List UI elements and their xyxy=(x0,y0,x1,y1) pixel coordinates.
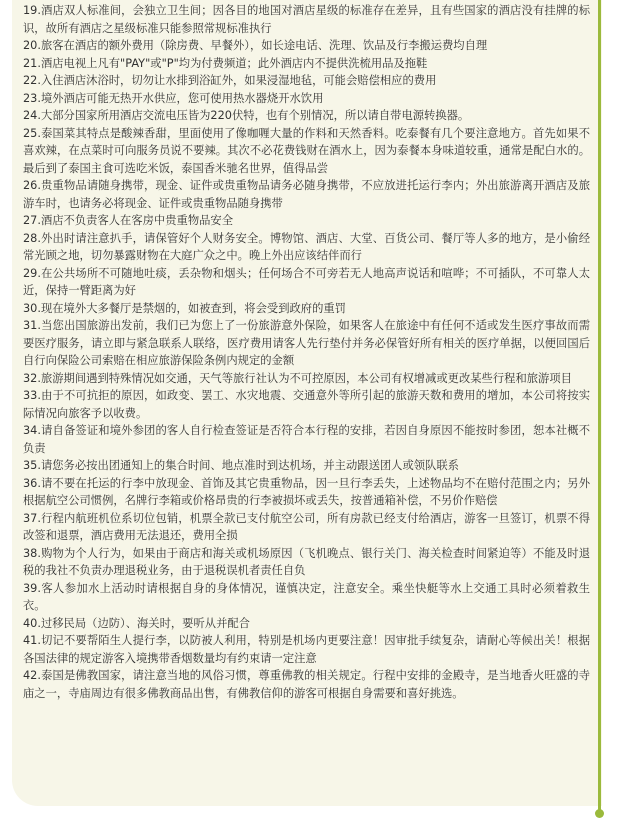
timeline-end-dot xyxy=(595,809,604,818)
notice-item-23: 23.境外酒店可能无热开水供应，您可使用热水器烧开水饮用 xyxy=(23,91,324,105)
notice-item-34: 34.请自备签证和境外参团的客人自行检查签证是否符合本行程的安排，若因自身原因不能按时参团，恕本社概不负责 xyxy=(23,424,590,455)
notice-item-41: 41.切记不要帮陌生人提行李，以防被人利用，特别是机场内更要注意！因审批手续复杂，请耐心等候出关！根据各国法律的规定游客入境携带香烟数量均有约束请一定注意 xyxy=(23,634,590,665)
notice-item-20: 20.旅客在酒店的额外费用（除房费、早餐外），如长途电话、洗理、饮品及行李搬运费均自理 xyxy=(23,39,488,52)
notice-item-22: 22.入住酒店沐浴时，切勿让水排到浴缸外，如果浸湿地毡，可能会赔偿相应的费用 xyxy=(23,74,437,87)
notice-item-24: 24.大部分国家所用酒店交流电压皆为220伏特，也有个别情况，所以请自带电源转换器。 xyxy=(23,109,470,122)
notice-item-25: 25.泰国菜其特点是酸辣香甜，里面使用了像咖喱大量的作料和天然香料。吃泰餐有几个要注意地方。首先如果不喜欢辣，在点菜时可向服务员说不要辣。其次不必花费钱财在酒水上，因为泰餐本身味道较重，通常是配白水的。最后到了泰国主食可选吃米饭，泰国香米驰名世界，值得品尝 xyxy=(23,126,590,175)
notice-card xyxy=(12,0,602,806)
notice-item-26: 26.贵重物品请随身携带，现金、证件或贵重物品请务必随身携带，不应放进托运行李内；外出旅游离开酒店及旅游车时，也请务必将现金、证件或贵重物品随身携带 xyxy=(23,179,590,210)
notice-item-21: 21.酒店电视上凡有"PAY"或"P"均为付费频道；此外酒店内不提供洗梳用品及拖鞋 xyxy=(23,56,428,70)
notice-item-37: 37.行程内航班机位系切位包销，机票全款已支付航空公司，所有房款已经支付给酒店，游客一旦签订，机票不得改签和退票，酒店费用无法退还，费用全损 xyxy=(23,511,590,542)
notice-item-29: 29.在公共场所不可随地吐痰，丢杂物和烟头；任何场合不可旁若无人地高声说话和喧哗；不可插队，不可靠人太近，保持一臂距离为好 xyxy=(23,266,590,297)
notice-item-19: 19.酒店双人标准间，会独立卫生间；因各目的地国对酒店星级的标准存在差异，且有些国家的酒店没有挂牌的标识，故所有酒店之星级标准只能参照常规标准执行 xyxy=(23,4,590,35)
notice-item-40: 40.过移民局（边防）、海关时，要听从并配合 xyxy=(23,616,250,630)
notice-item-27: 27.酒店不负责客人在客房中贵重物品安全 xyxy=(23,214,234,227)
notice-item-28: 28.外出时请注意扒手，请保管好个人财务安全。博物馆、酒店、大堂、百货公司、餐厅等人多的地方，是小偷经常光顾之地，切勿暴露财物在大庭广众之中。晚上外出应该结伴而行 xyxy=(23,231,590,262)
travel-notice-list xyxy=(23,2,590,702)
notice-item-39: 39.客人参加水上活动时请根据自身的身体情况，谨慎决定，注意安全。乘坐快艇等水上交通工具时必须着救生衣。 xyxy=(23,581,590,612)
notice-item-35: 35.请您务必按出团通知上的集合时间、地点准时到达机场，并主动跟送团人或领队联系 xyxy=(23,459,459,472)
notice-item-38: 38.购物为个人行为，如果由于商店和海关或机场原因（飞机晚点、银行关门、海关检查时间紧迫等）不能及时退税的我社不负责办理退税业务，由于退税误机者责任自负 xyxy=(23,546,590,577)
notice-item-36: 36.请不要在托运的行李中放现金、首饰及其它贵重物品，因一旦行李丢失，上述物品均不在赔付范围之内；另外根据航空公司惯例，名牌行李箱或价格昂贵的行李被损坏或丢失，按普通箱补偿，不另价作赔偿 xyxy=(23,476,590,507)
notice-item-32: 32.旅游期间遇到特殊情况如交通，天气等旅行社认为不可控原因，本公司有权增减或更改某些行程和旅游项目 xyxy=(23,371,572,385)
notice-item-42: 42.泰国是佛教国家，请注意当地的风俗习惯，尊重佛教的相关规定。行程中安排的金殿寺，是当地香火旺盛的寺庙之一，寺庙周边有很多佛教商品出售，有佛教信仰的游客可根据自身需要和喜好挑选。 xyxy=(23,669,590,700)
notice-item-30: 30.现在境外大多餐厅是禁烟的，如被查到，将会受到政府的重罚 xyxy=(23,301,346,315)
timeline-rule xyxy=(598,0,601,815)
notice-item-31: 31.当您出国旅游出发前，我们已为您上了一份旅游意外保险，如果客人在旅途中有任何不适或发生医疗事故而需要医疗服务，请立即与紧急联系人联络，医疗费用请客人先行垫付并务必保管好所有相关的医疗单据，以便回国后自行向保险公司索赔在相应旅游保险条例内规定的金额 xyxy=(23,319,590,367)
notice-item-33: 33.由于不可抗拒的原因，如政变、罢工、水灾地震、交通意外等所引起的旅游天数和费用的增加，本公司将按实际情况向旅客予以收费。 xyxy=(23,389,590,420)
